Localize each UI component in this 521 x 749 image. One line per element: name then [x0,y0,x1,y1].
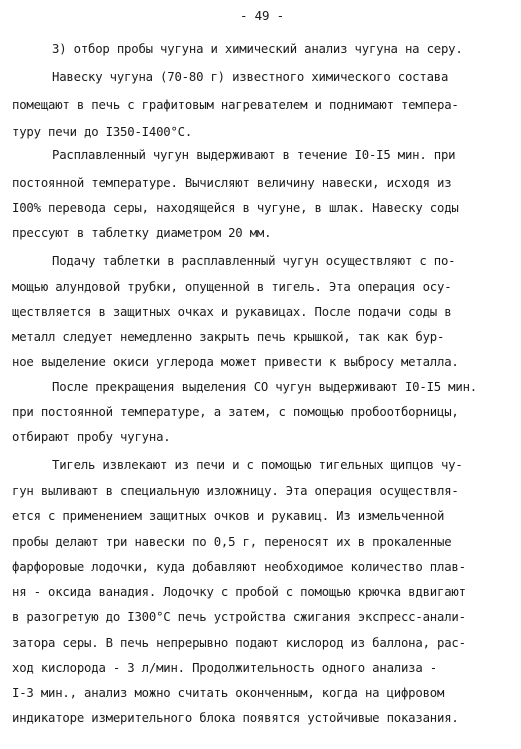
text-line: туру печи до I350-I400°С. [12,125,193,139]
text-line: в разогретую до I300°С печь устройства сжигания экспресс-анали- [12,610,466,624]
text-line: ществляется в защитных очках и рукавицах. После подачи соды в [12,305,452,319]
text-line: индикаторе измерительного блока появятся устойчивые показания. [12,711,459,725]
text-line: ход кислорода - 3 л/мин. Продолжительность одного анализа - [12,661,437,675]
text-line: отбирают пробу чугуна. [12,430,171,444]
text-line: Расплавленный чугун выдерживают в течение I0-I5 мин. при [52,148,456,162]
text-line: ное выделение окиси углерода может привести к выбросу металла. [12,355,459,369]
text-line: После прекращения выделения СО чугун выдерживают I0-I5 мин. [52,380,477,394]
text-line: гун выливают в специальную изложницу. Эта операция осуществля- [12,484,459,498]
text-line: затора серы. В печь непрерывно подают кислород из баллона, рас- [12,636,466,650]
text-line: мощью алундовой трубки, опущенной в тигель. Эта операция осу- [12,280,452,294]
text-line: прессуют в таблетку диаметром 20 мм. [12,226,272,240]
text-line: I-3 мин., анализ можно считать оконченным, когда на цифровом [12,686,445,700]
text-line: фарфоровые лодочки, куда добавляют необходимое количество плав- [12,560,466,574]
text-line: I00% перевода серы, находящейся в чугуне, в шлак. Навеску соды [12,201,459,215]
text-line: металл следует немедленно закрыть печь крышкой, так как бур- [12,330,445,344]
text-line: ется с применением защитных очков и рукавиц. Из измельченной [12,509,445,523]
text-line: при постоянной температуре, а затем, с помощью пробоотборницы, [12,405,459,419]
text-line: помещают в печь с графитовым нагревателем и поднимают темпера- [12,98,459,112]
text-line: Тигель извлекают из печи и с помощью тигельных щипцов чу- [52,458,463,472]
text-line: ня - оксида ванадия. Лодочку с пробой с помощью крючка вдвигают [12,585,466,599]
text-line: Подачу таблетки в расплавленный чугун осуществляют с по- [52,254,456,268]
text-line: Навеску чугуна (70-80 г) известного химического состава [52,70,449,84]
page-number: - 49 - [240,8,284,23]
text-line: постоянной температуре. Вычисляют величину навески, исходя из [12,176,452,190]
text-line: пробы делают три навески по 0,5 г, переносят их в прокаленные [12,535,452,549]
text-line: 3) отбор пробы чугуна и химический анализ чугуна на серу. [52,42,463,56]
